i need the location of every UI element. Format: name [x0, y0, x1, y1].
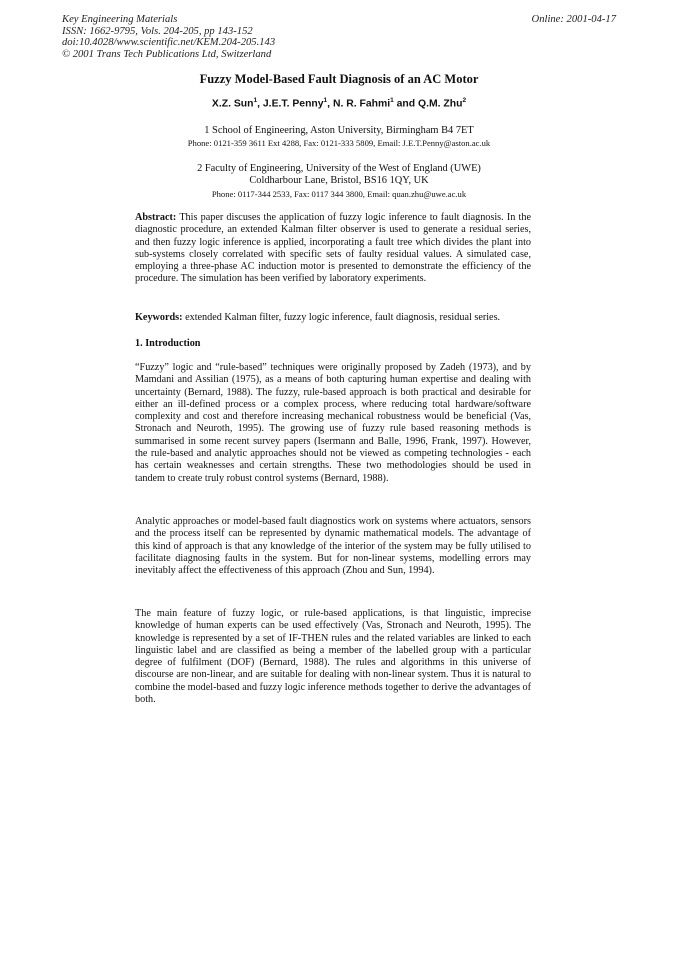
- doi-line: doi:10.4028/www.scientific.net/KEM.204-205.143: [62, 37, 276, 49]
- issn-line: ISSN: 1662-9795, Vols. 204-205, pp 143-152: [62, 25, 253, 37]
- affiliation-1: [0, 125, 678, 150]
- paragraph-text: “Fuzzy” logic and “rule-based” techniques were originally proposed by Zadeh (1973), and by Mamdani and Assilian (1975), as a means of both capturing human expertise and dealing with uncertainty (Bernard, 1988). The fuzzy, rule-based approach is both practical and desirable for either an ill-defined process or a complex process, where reducing total hardware/software complexity and cost and therefore increasing mechanical robustness would be beneficial (Vas, Stronach and Neuroth, 1995). The growing use of fuzzy rule based reasoning methods is summarised in some recent survey papers (Isermann and Balle, 1996, Frank, 1997). However, the rule-based and analytic approaches should not be viewed as competing technologies - each has certain weaknesses and certain strengths. These two methodologies should be used in tandem to create truly robust control systems (Bernard, 1988).: [135, 362, 531, 484]
- author-name: X.Z. Sun: [211, 98, 254, 110]
- author-name: N. R. Fahmi: [332, 98, 391, 110]
- copyright-line: © 2001 Trans Tech Publications Ltd, Switzerland: [62, 48, 272, 60]
- author-name: J.E.T. Penny: [262, 98, 324, 110]
- affiliation-contact: Phone: 0117-344 2533, Fax: 0117 344 3800, Email: quan.zhu@uwe.ac.uk: [211, 188, 467, 199]
- author-list: [0, 97, 678, 109]
- affiliation-contact: Phone: 0121-359 3611 Ext 4288, Fax: 0121-333 5809, Email: J.E.T.Penny@aston.ac.uk: [187, 138, 491, 149]
- paper-title: Fuzzy Model-Based Fault Diagnosis of an AC Motor: [199, 72, 479, 86]
- keywords: [135, 312, 531, 324]
- author-affiliation-mark: 1: [253, 97, 258, 104]
- affiliation-2: [0, 163, 678, 200]
- journal-header: [62, 14, 275, 60]
- paragraph-text: The main feature of fuzzy logic, or rule-based applications, is that linguistic, imprecise knowledge of human experts can be used effectively (Vas, Stronach and Neuroth, 1995). The knowledge is represented by a set of IF-THEN rules and the related variables are linked to each linguistic label and are classified as being a member of the labelled group with a particular degree of fulfilment (DOF) (Bernard, 1988). The rules and algorithms in this universe of discourse are non-linear, and are suitable for dealing with non-linear system. Thus it is natural to combine the model-based and fuzzy logic inference methods together to derive the advantages of both.: [135, 608, 531, 706]
- affiliation-line: 2 Faculty of Engineering, University of the West of England (UWE): [197, 163, 481, 174]
- author-separator: and: [393, 98, 418, 110]
- intro-paragraph-3: [135, 608, 531, 706]
- affiliation-address: Coldharbour Lane, Bristol, BS16 1QY, UK: [249, 175, 429, 187]
- affiliation-line: 1 School of Engineering, Aston University, Birmingham B4 7ET: [204, 125, 474, 136]
- journal-name: Key Engineering Materials: [62, 14, 178, 25]
- abstract: [135, 212, 531, 286]
- keywords-label: Keywords:: [135, 312, 183, 323]
- online-date: Online: 2001-04-17: [531, 14, 616, 25]
- author-separator: ,: [257, 98, 263, 110]
- intro-paragraph-2: [135, 516, 531, 577]
- author-affiliation-mark: 1: [390, 97, 394, 104]
- paragraph-text: Analytic approaches or model-based fault diagnostics work on systems where actuators, sensors and the process itself can be represented by dynamic mathematical models. The advantage of this kind of approach is that any knowledge of the interior of the system may be fully utilised to facilitate diagnosing faults in the system. But for non-linear systems, modelling errors may inevitably affect the effectiveness of this approach (Zhou and Sun, 1994).: [135, 516, 531, 577]
- intro-paragraph-1: [135, 362, 531, 485]
- keywords-text: extended Kalman filter, fuzzy logic inference, fault diagnosis, residual series.: [185, 312, 501, 323]
- section-heading: 1. Introduction: [135, 338, 201, 349]
- author-name: Q.M. Zhu: [417, 98, 463, 110]
- author-affiliation-mark: 1: [323, 97, 328, 104]
- author-separator: ,: [327, 98, 333, 110]
- abstract-text: This paper discuses the application of fuzzy logic inference to fault diagnosis. In the diagnostic procedure, an extended Kalman filter observer is used to generate a residual series, and then fuzzy logic inference is applied, incorporating a fault tree which divides the plant into sub-systems closely correlated with specific sets of faulty residual values. A simulated case, employing a three-phase AC induction motor is presented to demonstrate the efficiency of the procedure. The simulation has been verified by laboratory experiments.: [135, 212, 531, 285]
- abstract-label: Abstract:: [135, 212, 177, 223]
- author-affiliation-mark: 2: [462, 97, 467, 104]
